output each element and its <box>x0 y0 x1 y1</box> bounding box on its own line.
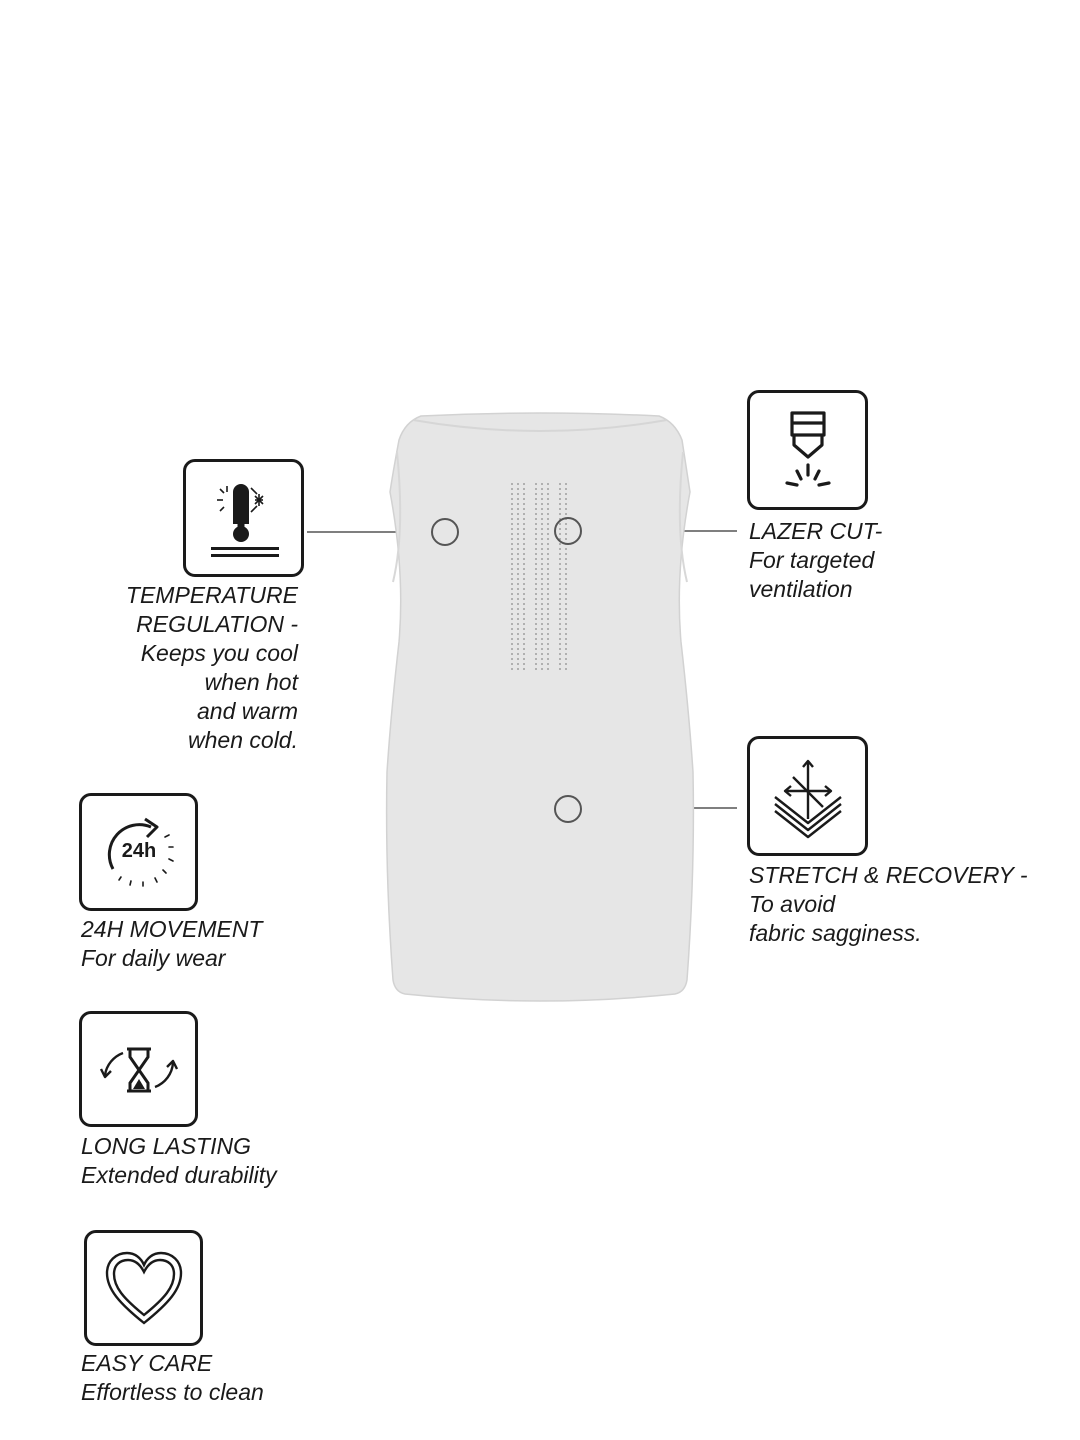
temperature-desc-line-4: when cold. <box>188 727 298 753</box>
stretch-title: STRETCH & RECOVERY - <box>749 862 1028 888</box>
temperature-title-line-1: TEMPERATURE <box>125 582 298 608</box>
lazer-label <box>749 517 882 604</box>
heart-icon <box>99 1245 189 1331</box>
tank-top-image <box>385 412 695 1004</box>
laser-nozzle-icon <box>763 405 853 495</box>
temperature-desc-line-1: Keeps you cool <box>140 640 298 666</box>
stretch-icon-box <box>747 736 868 856</box>
temperature-icon-box <box>183 459 304 577</box>
lasting-label <box>81 1132 277 1190</box>
lasting-title: LONG LASTING <box>81 1133 251 1159</box>
care-title: EASY CARE <box>81 1350 213 1376</box>
clock-24h-icon <box>93 807 185 897</box>
lasting-icon-box <box>79 1011 198 1127</box>
lazer-icon-box <box>747 390 868 510</box>
thermometer-sun-snowflake-icon <box>199 474 289 562</box>
hourglass-cycle-icon <box>93 1025 185 1113</box>
care-desc: Effortless to clean <box>81 1379 264 1405</box>
clock-24h-text: 24h <box>121 840 156 862</box>
stretch-desc-line-1: To avoid <box>749 891 836 917</box>
temperature-title-line-2: REGULATION - <box>136 611 298 637</box>
movement-label <box>81 915 262 973</box>
temperature-label <box>126 581 298 755</box>
temperature-desc-line-3: and warm <box>197 698 298 724</box>
temperature-hotspot[interactable] <box>431 518 459 546</box>
stretch-layers-icon <box>763 751 853 841</box>
lazer-desc-line-1: For targeted <box>749 547 875 573</box>
lazer-title: LAZER CUT- <box>749 518 883 544</box>
temperature-desc-line-2: when hot <box>204 669 298 695</box>
lasting-desc: Extended durability <box>81 1162 277 1188</box>
care-icon-box <box>84 1230 203 1346</box>
movement-title: 24H MOVEMENT <box>81 916 263 942</box>
stretch-desc-line-2: fabric sagginess. <box>749 920 922 946</box>
movement-desc: For daily wear <box>81 945 226 971</box>
movement-icon-box <box>79 793 198 911</box>
lazer-hotspot[interactable] <box>554 517 582 545</box>
stretch-hotspot[interactable] <box>554 795 582 823</box>
stretch-label <box>749 861 1028 948</box>
care-label <box>81 1349 264 1407</box>
lazer-desc-line-2: ventilation <box>749 576 853 602</box>
